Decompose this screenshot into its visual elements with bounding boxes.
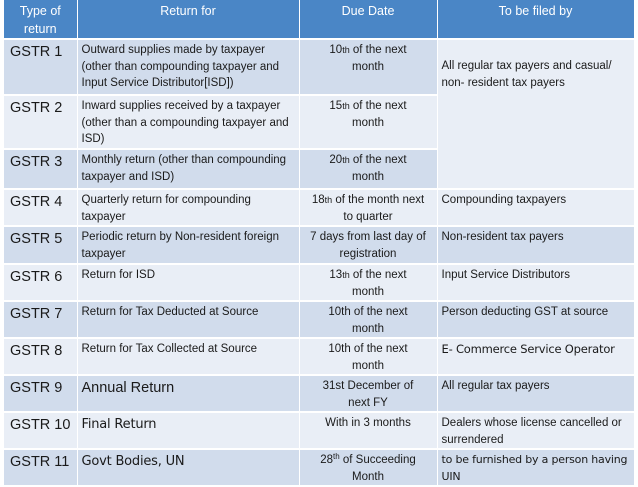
due-text: With in 3 months: [325, 417, 411, 429]
due-date: [299, 301, 437, 338]
table-header-row: [4, 0, 634, 39]
due-date: [299, 412, 437, 449]
filed-by: Dealers whose license cancelled or surrendered: [437, 412, 634, 449]
return-type: GSTR 6: [4, 264, 77, 301]
due-text: 31st December of: [322, 380, 414, 392]
due-day: 15: [329, 100, 343, 112]
due-day: 28: [320, 454, 334, 466]
return-type: GSTR 4: [4, 189, 77, 226]
return-type: GSTR 8: [4, 338, 77, 375]
gst-returns-table: [4, 0, 635, 487]
due-text-line2: month: [352, 116, 384, 129]
due-date: [299, 375, 437, 412]
return-type: GSTR 2: [4, 95, 77, 149]
due-text: of the next: [349, 44, 407, 56]
due-text-line2: month: [352, 359, 384, 372]
due-text-line2: month: [352, 170, 384, 183]
due-suffix: th: [333, 452, 340, 461]
filed-by: Person deducting GST at source: [437, 301, 634, 338]
table-row: [4, 189, 634, 226]
table-row: [4, 301, 634, 338]
filed-by: Non-resident tax payers: [437, 226, 634, 264]
due-date: [299, 449, 437, 486]
table-row: [4, 264, 634, 301]
due-text: of the month next: [332, 194, 425, 206]
filed-by: All regular tax payers: [437, 375, 634, 412]
table-row: [4, 338, 634, 375]
return-type: GSTR 5: [4, 226, 77, 264]
due-text-line2: to quarter: [343, 210, 393, 223]
due-text-line2: next FY: [348, 396, 388, 409]
table-row: [4, 449, 634, 486]
return-for: Periodic return by Non-resident foreign taxpayer: [77, 226, 299, 264]
due-suffix: th: [324, 195, 333, 205]
return-for: Govt Bodies, UN: [77, 449, 299, 486]
due-text-line2: month: [352, 285, 384, 298]
due-text-line2: Month: [352, 470, 384, 483]
due-text-line2: month: [352, 60, 384, 73]
return-for: Annual Return: [77, 375, 299, 412]
return-for: Return for Tax Deducted at Source: [77, 301, 299, 338]
table-row: [4, 39, 634, 95]
due-date: [299, 338, 437, 375]
due-text: of Succeeding: [339, 454, 416, 466]
header-to-be-filed-by: To be filed by: [437, 0, 634, 39]
header-return-for: Return for: [77, 0, 299, 39]
due-day: 10: [329, 44, 343, 56]
return-for: Return for Tax Collected at Source: [77, 338, 299, 375]
return-type: GSTR 9: [4, 375, 77, 412]
due-date: [299, 39, 437, 95]
return-for: Quarterly return for compounding taxpayer: [77, 189, 299, 226]
due-suffix: th: [342, 270, 350, 280]
return-type: GSTR 7: [4, 301, 77, 338]
return-type: GSTR 10: [4, 412, 77, 449]
return-for: Return for ISD: [77, 264, 299, 301]
header-type-of-return: Type of return: [4, 0, 77, 39]
due-day: 13: [329, 269, 343, 281]
return-type: GSTR 3: [4, 149, 77, 189]
due-day: 20: [329, 154, 343, 166]
table-row: [4, 412, 634, 449]
due-date: [299, 95, 437, 149]
return-for: Monthly return (other than compounding taxpayer and ISD): [77, 149, 299, 189]
return-type: GSTR 1: [4, 39, 77, 95]
filed-by: to be furnished by a person having UIN: [437, 449, 634, 486]
due-suffix: th: [342, 101, 350, 111]
due-text: of the next: [349, 154, 407, 166]
due-text-line2: month: [352, 322, 384, 335]
due-text: 7 days from last day of: [310, 231, 426, 243]
return-for: Outward supplies made by taxpayer (other than compounding taxpayer and Input Service Distributor[ISD]): [77, 39, 299, 95]
filed-by: E- Commerce Service Operator: [437, 338, 634, 375]
header-due-date: Due Date: [299, 0, 437, 39]
due-text-line2: registration: [339, 247, 397, 260]
table-row: [4, 375, 634, 412]
table-row: [4, 226, 634, 264]
return-for: Inward supplies received by a taxpayer (other than a compounding taxpayer and ISD): [77, 95, 299, 149]
due-text: 10th of the next: [328, 306, 408, 318]
due-date: [299, 264, 437, 301]
filed-by: Compounding taxpayers: [437, 189, 634, 226]
due-text: of the next: [349, 269, 407, 281]
filed-by: All regular tax payers and casual/ non- resident tax payers: [437, 39, 634, 189]
return-for: Final Return: [77, 412, 299, 449]
return-type: GSTR 11: [4, 449, 77, 486]
due-date: [299, 149, 437, 189]
filed-by: Input Service Distributors: [437, 264, 634, 301]
due-text: 10th of the next: [328, 343, 408, 355]
due-suffix: th: [342, 45, 350, 55]
due-day: 18: [311, 194, 325, 206]
due-text: of the next: [349, 100, 407, 112]
due-suffix: th: [342, 155, 350, 165]
due-date: [299, 226, 437, 264]
due-date: [299, 189, 437, 226]
